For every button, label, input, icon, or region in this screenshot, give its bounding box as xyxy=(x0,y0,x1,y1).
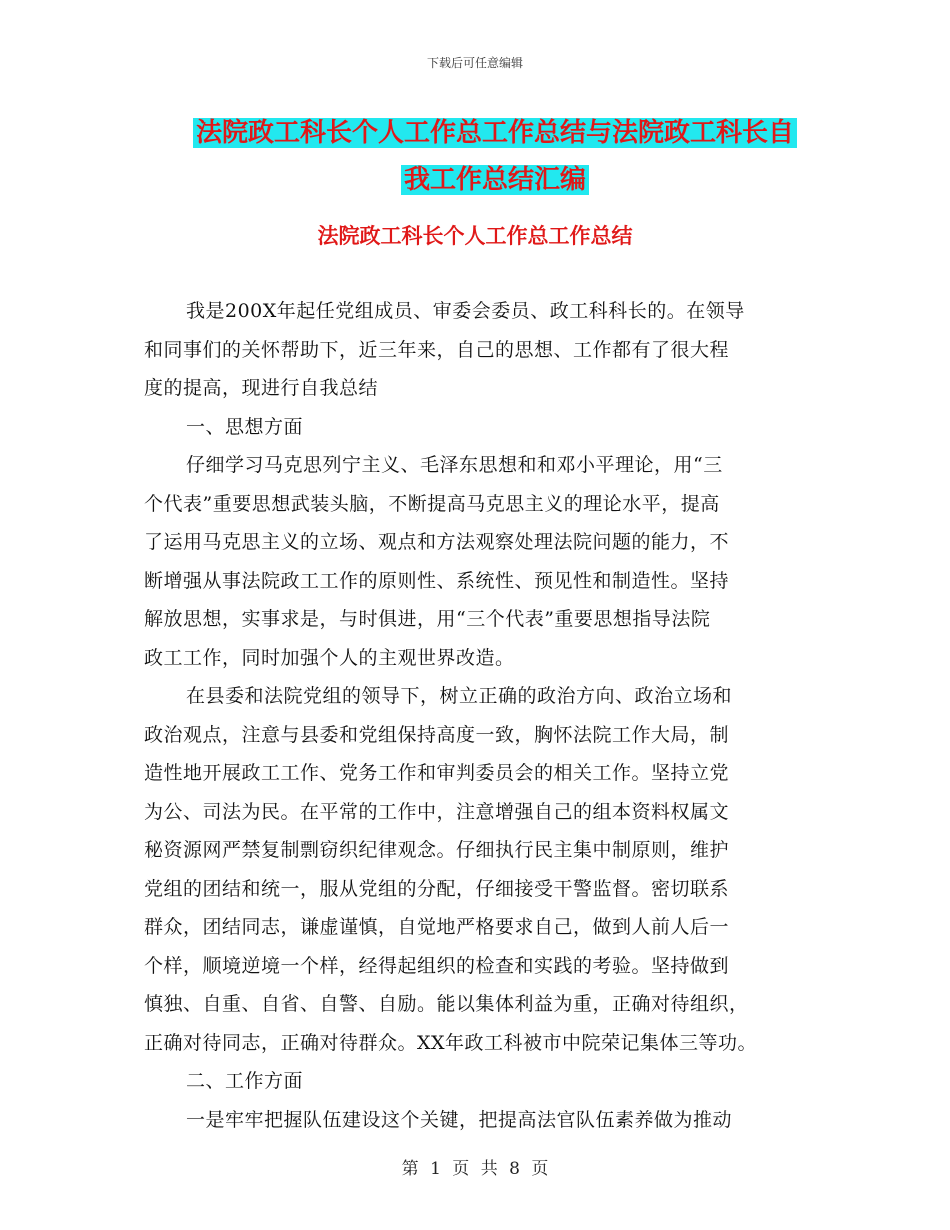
paragraph-line: 群众，团结同志，谦虚谨慎，自觉地严格要求自己，做到人前人后一 xyxy=(144,916,730,938)
paragraph-line: 为公、司法为民。在平常的工作中，注意增强自己的组本资料权属文 xyxy=(144,800,730,823)
paragraph-line: 和同事们的关怀帮助下，近三年来，自己的思想、工作都有了很大程 xyxy=(144,338,730,361)
paragraph-line: 了运用马克思主义的立场、观点和方法观察处理法院问题的能力，不 xyxy=(144,531,730,553)
paragraph-line: 一是牢牢把握队伍建设这个关键，把提高法官队伍素养做为推动 xyxy=(186,1108,733,1131)
paragraph-line: 在县委和法院党组的领导下，树立正确的政治方向、政治立场和 xyxy=(186,685,733,707)
paragraph-line: 我是200X年起任党组成员、审委会委员、政工科科长的。在领导 xyxy=(186,300,745,322)
paragraph-line: 党组的团结和统一，服从党组的分配，仔细接受干警监督。密切联系 xyxy=(144,877,730,900)
paragraph-line: 慎独、自重、自省、自警、自励。能以集体利益为重，正确对待组织， xyxy=(144,993,749,1015)
document-title-line-2: 我工作总结汇编 xyxy=(401,165,589,195)
section-heading: 二、工作方面 xyxy=(186,1070,304,1092)
paragraph-line: 个代表”重要思想武装头脑，不断提高马克思主义的理论水平，提高 xyxy=(144,492,720,515)
paragraph-line: 政工工作，同时加强个人的主观世界改造。 xyxy=(144,646,515,669)
document-title-line-1: 法院政工科长个人工作总工作总结与法院政工科长自 xyxy=(193,118,797,148)
paragraph-line: 解放思想，实事求是，与时俱进，用“三个代表”重要思想指导法院 xyxy=(144,608,711,630)
section-title: 法院政工科长个人工作总工作总结 xyxy=(317,224,633,248)
paragraph-line: 政治观点，注意与县委和党组保持高度一致，胸怀法院工作大局，制 xyxy=(144,723,730,746)
paragraph-line: 正确对待同志，正确对待群众。XX年政工科被市中院荣记集体三等功。 xyxy=(144,1031,758,1054)
paragraph-line: 造性地开展政工工作、党务工作和审判委员会的相关工作。坚持立党 xyxy=(144,762,730,784)
paragraph-line: 秘资源网严禁复制剽窃织纪律观念。仔细执行民主集中制原则，维护 xyxy=(144,839,730,861)
paragraph-line: 度的提高，现进行自我总结 xyxy=(144,377,379,399)
section-heading: 一、思想方面 xyxy=(186,415,304,438)
page-footer: 第 1 页 共 8 页 xyxy=(401,1159,549,1179)
paragraph-line: 断增强从事法院政工工作的原则性、系统性、预见性和制造性。坚持 xyxy=(144,569,730,592)
body-text xyxy=(144,292,814,1139)
paragraph-line: 个样，顺境逆境一个样，经得起组织的检查和实践的考验。坚持做到 xyxy=(144,954,730,977)
document-title xyxy=(150,110,840,204)
paragraph-line: 仔细学习马克思列宁主义、毛泽东思想和和邓小平理论，用“三 xyxy=(186,454,723,476)
header-note: 下载后可任意编辑 xyxy=(426,56,523,70)
